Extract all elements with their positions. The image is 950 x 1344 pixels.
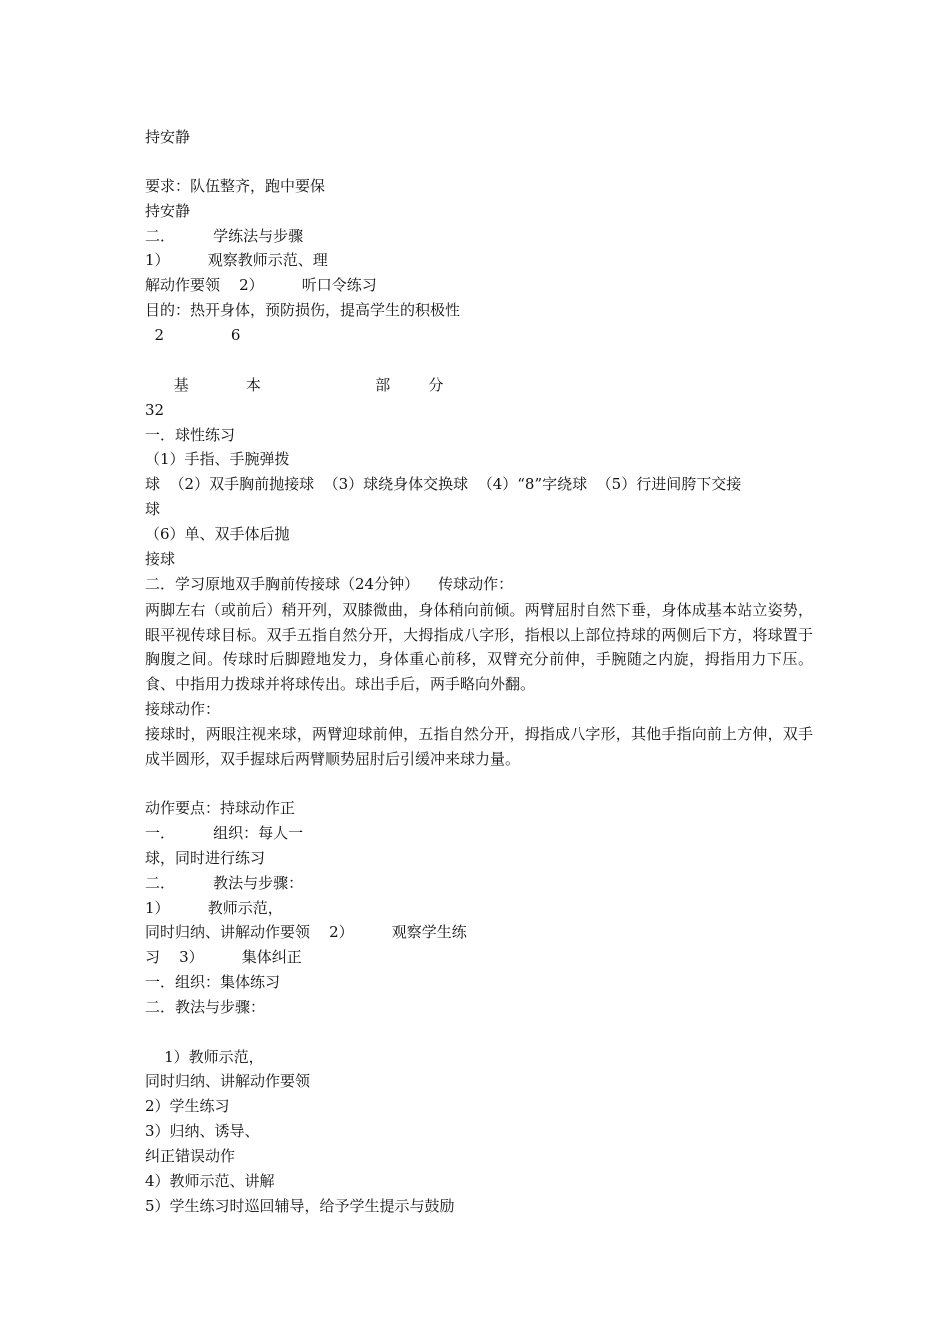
text-line: 二．教法与步骤：	[145, 998, 266, 1016]
text-line: 球	[145, 500, 161, 518]
section-heading: 基 本 部 分	[145, 376, 444, 394]
text-line: 持安静	[145, 128, 191, 146]
text-line: 一．球性练习	[145, 426, 236, 444]
text-line: 球，同时进行练习	[145, 849, 266, 867]
text-line: （6）单、双手体后抛	[145, 525, 290, 543]
text-line: 同时归纳、讲解动作要领 2） 观察学生练	[145, 923, 467, 941]
passing-description: 两脚左右（或前后）稍开列，双膝微曲，身体稍向前倾。两臂屈肘自然下垂，身体成基本站立姿势，眼平视传球目标。双手五指自然分开，大拇指成八字形，指根以上部位持球的两侧后下方，将球置于胸腹之间。传球时后脚蹬地发力，身体重心前移，双臂充分前伸，手腕随之内旋，拇指用力下压。食、中指用力拨球并将球传出。球出手后，两手略向外翻。	[145, 601, 813, 693]
text-line: 3）归纳、诱导、	[145, 1122, 260, 1140]
text-line: 纠正错误动作	[145, 1147, 236, 1165]
text-line: 同时归纳、讲解动作要领	[145, 1072, 311, 1090]
catching-description: 接球时，两眼注视来球，两臂迎球前伸，五指自然分开，拇指成八字形，其他手指向前上方伸，双手成半圆形，双手握球后两臂顺势屈肘后引缓冲来球力量。	[145, 725, 813, 768]
text-line: 持安静	[145, 202, 191, 220]
text-line: （1）手指、手腕弹拨	[145, 450, 290, 468]
text-line: 要求：队伍整齐，跑中要保	[145, 177, 326, 195]
text-line: 动作要点：持球动作正	[145, 799, 296, 817]
text-line: 二． 学练法与步骤	[145, 227, 304, 245]
text-line: 接球	[145, 550, 176, 568]
text-line: 32	[145, 401, 165, 419]
text-line: 1） 观察教师示范、理	[145, 251, 328, 269]
text-line: 球 （2）双手胸前抛接球 （3）球绕身体交换球 （4）“8”字绕球 （5）行进间胯下交接	[145, 475, 742, 493]
text-line: 5）学生练习时巡回辅导，给予学生提示与鼓励	[145, 1197, 455, 1215]
text-line: 1） 教师示范，	[145, 899, 283, 917]
text-line: 习 3） 集体纠正	[145, 948, 302, 966]
text-line: 接球动作：	[145, 700, 221, 718]
text-line: 1）教师示范，	[145, 1048, 264, 1066]
text-line: 目的：热开身体，预防损伤，提高学生的积极性	[145, 301, 461, 319]
text-line: 解动作要领 2） 听口令练习	[145, 276, 377, 294]
text-line: 2）学生练习	[145, 1097, 230, 1115]
text-line: 二．学习原地双手胸前传接球（24分钟） 传球动作：	[145, 575, 514, 593]
text-line: 4）教师示范、讲解	[145, 1172, 275, 1190]
text-line: 二． 教法与步骤：	[145, 874, 304, 892]
text-line: 2 6	[145, 326, 241, 344]
text-line: 一．组织：集体练习	[145, 973, 281, 991]
text-line: 一． 组织：每人一	[145, 824, 304, 842]
